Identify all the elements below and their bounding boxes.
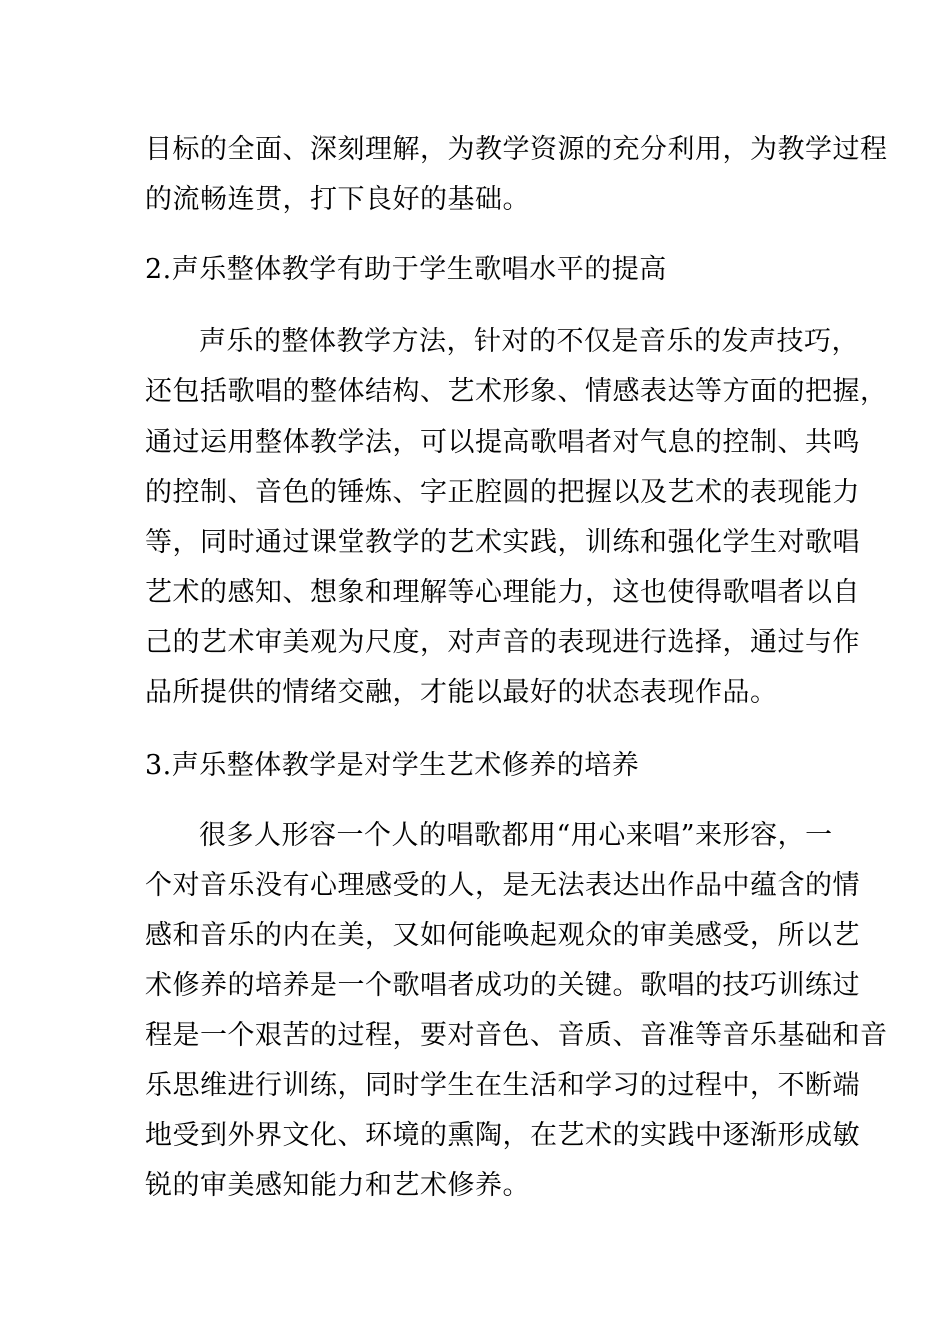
section-3-line-2: 个对音乐没有心理感受的人，是无法表达出作品中蕴含的情	[145, 870, 860, 901]
section-3-line-1: 很多人形容一个人的唱歌都用“用心来唱”来形容，一	[199, 820, 833, 851]
section-3-line-6: 乐思维进行训练，同时学生在生活和学习的过程中，不断端	[145, 1070, 860, 1101]
section-2-line-1: 声乐的整体教学方法，针对的不仅是音乐的发声技巧，	[199, 326, 859, 357]
section-3-heading: 3.声乐整体教学是对学生艺术修养的培养	[145, 750, 640, 781]
section-2-line-2: 还包括歌唱的整体结构、艺术形象、情感表达等方面的把握，	[145, 376, 888, 407]
section-3-line-7: 地受到外界文化、环境的熏陶，在艺术的实践中逐渐形成敏	[145, 1120, 860, 1151]
section-2-line-4: 的控制、音色的锤炼、字正腔圆的把握以及艺术的表现能力	[145, 477, 860, 508]
section-3-line-3: 感和音乐的内在美，又如何能唤起观众的审美感受，所以艺	[145, 920, 860, 951]
section-2-line-3: 通过运用整体教学法，可以提高歌唱者对气息的控制、共鸣	[145, 427, 860, 458]
intro-line-2: 的流畅连贯，打下良好的基础。	[145, 184, 530, 215]
section-2-line-8: 品所提供的情绪交融，才能以最好的状态表现作品。	[145, 677, 778, 708]
section-3-line-4: 术修养的培养是一个歌唱者成功的关键。歌唱的技巧训练过	[145, 970, 860, 1001]
section-2-heading: 2.声乐整体教学有助于学生歌唱水平的提高	[145, 254, 667, 285]
intro-line-1: 目标的全面、深刻理解，为教学资源的充分利用，为教学过程	[145, 134, 888, 165]
section-2-line-5: 等，同时通过课堂教学的艺术实践，训练和强化学生对歌唱	[145, 527, 860, 558]
section-3-line-5: 程是一个艰苦的过程，要对音色、音质、音准等音乐基础和音	[145, 1020, 888, 1051]
section-3-line-8: 锐的审美感知能力和艺术修养。	[145, 1170, 530, 1201]
section-2-line-7: 己的艺术审美观为尺度，对声音的表现进行选择，通过与作	[145, 627, 860, 658]
section-2-line-6: 艺术的感知、想象和理解等心理能力，这也使得歌唱者以自	[145, 577, 860, 608]
